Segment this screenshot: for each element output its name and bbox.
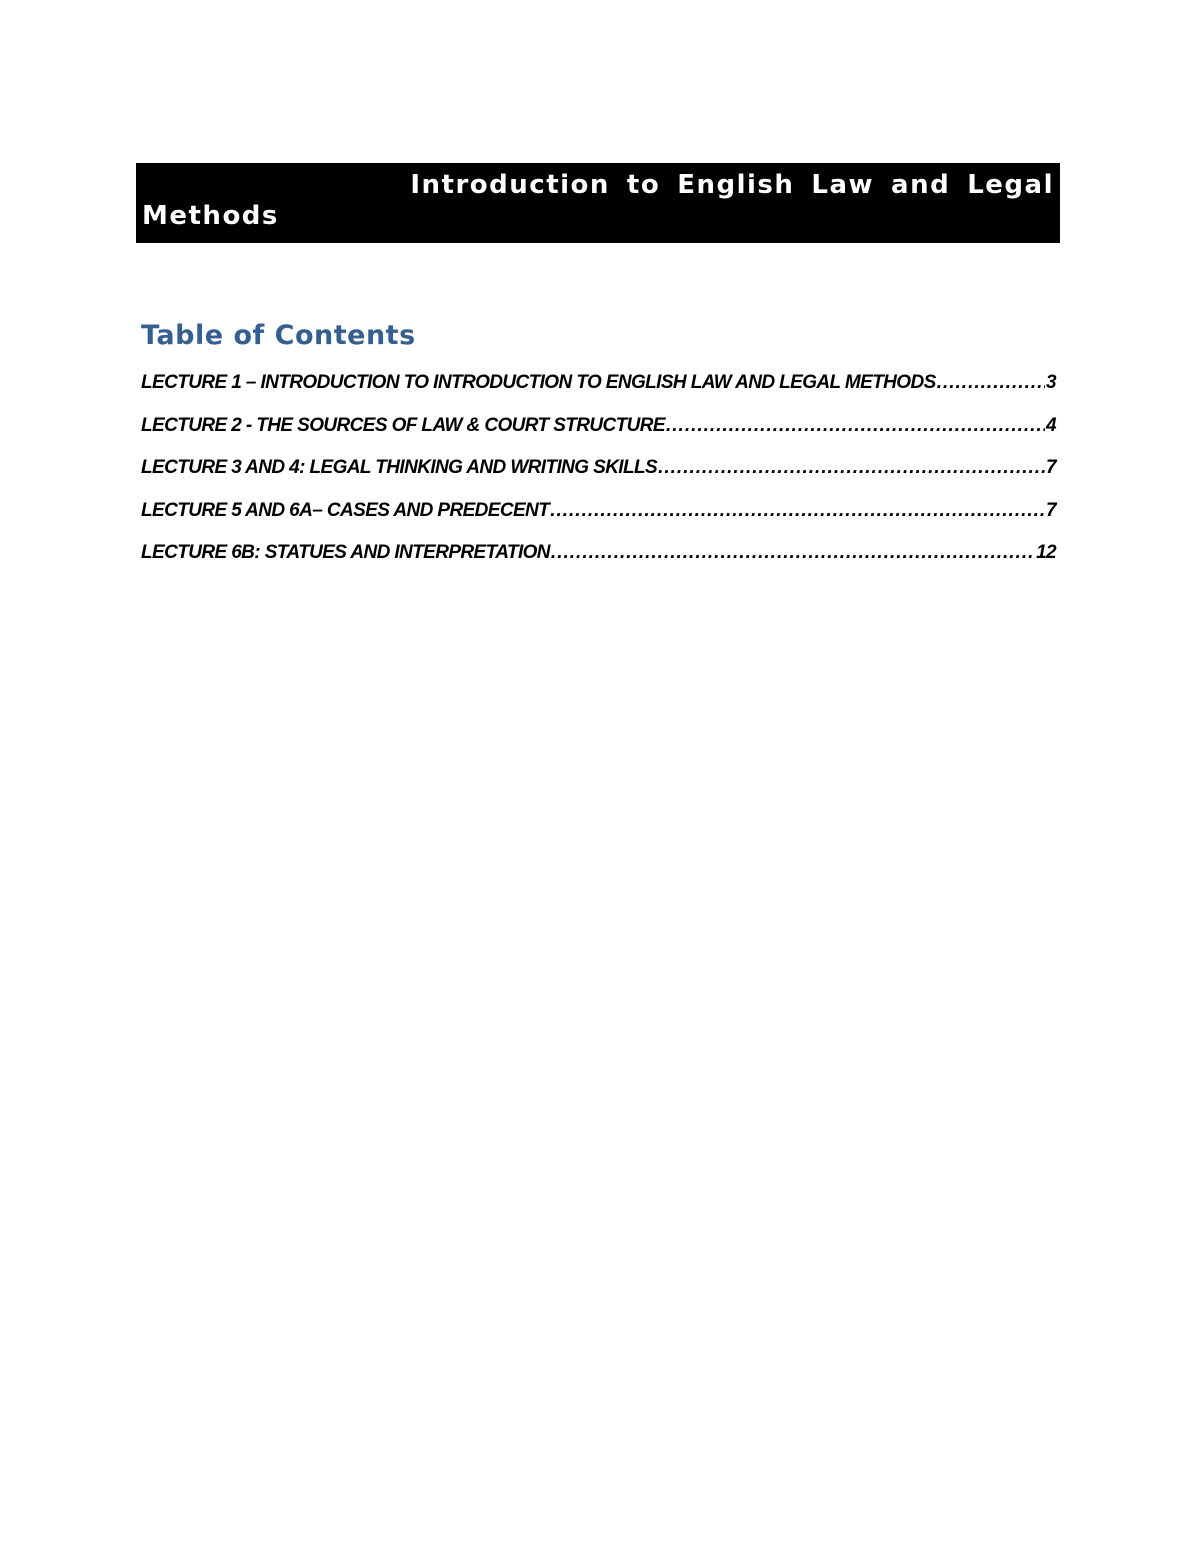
toc-entry-title: LECTURE 6B: STATUES AND INTERPRETATION — [141, 542, 550, 563]
title-word: English — [677, 170, 795, 200]
toc-entry-title: LECTURE 2 - THE SOURCES OF LAW & COURT STRUCTURE — [141, 414, 665, 436]
title-word: Law — [811, 170, 875, 200]
toc-entry-title: LECTURE 1 – INTRODUCTION TO INTRODUCTION TO ENGLISH LAW AND LEGAL METHODS — [141, 372, 936, 393]
toc-dot-leader — [658, 457, 1045, 479]
title-word: Introduction — [410, 170, 610, 200]
title-word: and — [891, 170, 951, 200]
title-word: to — [626, 170, 661, 200]
toc-entry-lecture-3-4[interactable] — [141, 457, 1056, 500]
document-title-line-2: Methods — [142, 201, 279, 231]
toc-entry-lecture-2[interactable] — [141, 415, 1056, 458]
toc-dot-leader — [550, 500, 1045, 522]
toc-list — [141, 372, 1056, 585]
toc-entry-page: 12 — [1036, 542, 1056, 563]
toc-entry-page: 3 — [1046, 372, 1056, 393]
toc-dot-leader — [666, 415, 1045, 437]
toc-heading: Table of Contents — [141, 320, 416, 351]
toc-entry-lecture-6b[interactable] — [141, 542, 1056, 585]
toc-entry-title: LECTURE 5 AND 6A– CASES AND PREDECENT — [141, 499, 550, 521]
document-title-line-1 — [142, 169, 1054, 201]
document-title-banner — [136, 163, 1060, 243]
toc-dot-leader — [937, 372, 1045, 394]
toc-entry-page: 7 — [1046, 457, 1056, 478]
toc-entry-lecture-1[interactable] — [141, 372, 1056, 415]
toc-entry-page: 4 — [1046, 414, 1056, 436]
toc-entry-page: 7 — [1046, 499, 1056, 521]
toc-entry-title: LECTURE 3 AND 4: LEGAL THINKING AND WRITING SKILLS — [141, 457, 658, 478]
title-word: Legal — [967, 170, 1054, 200]
toc-entry-lecture-5-6a[interactable] — [141, 500, 1056, 543]
toc-dot-leader — [551, 542, 1035, 564]
